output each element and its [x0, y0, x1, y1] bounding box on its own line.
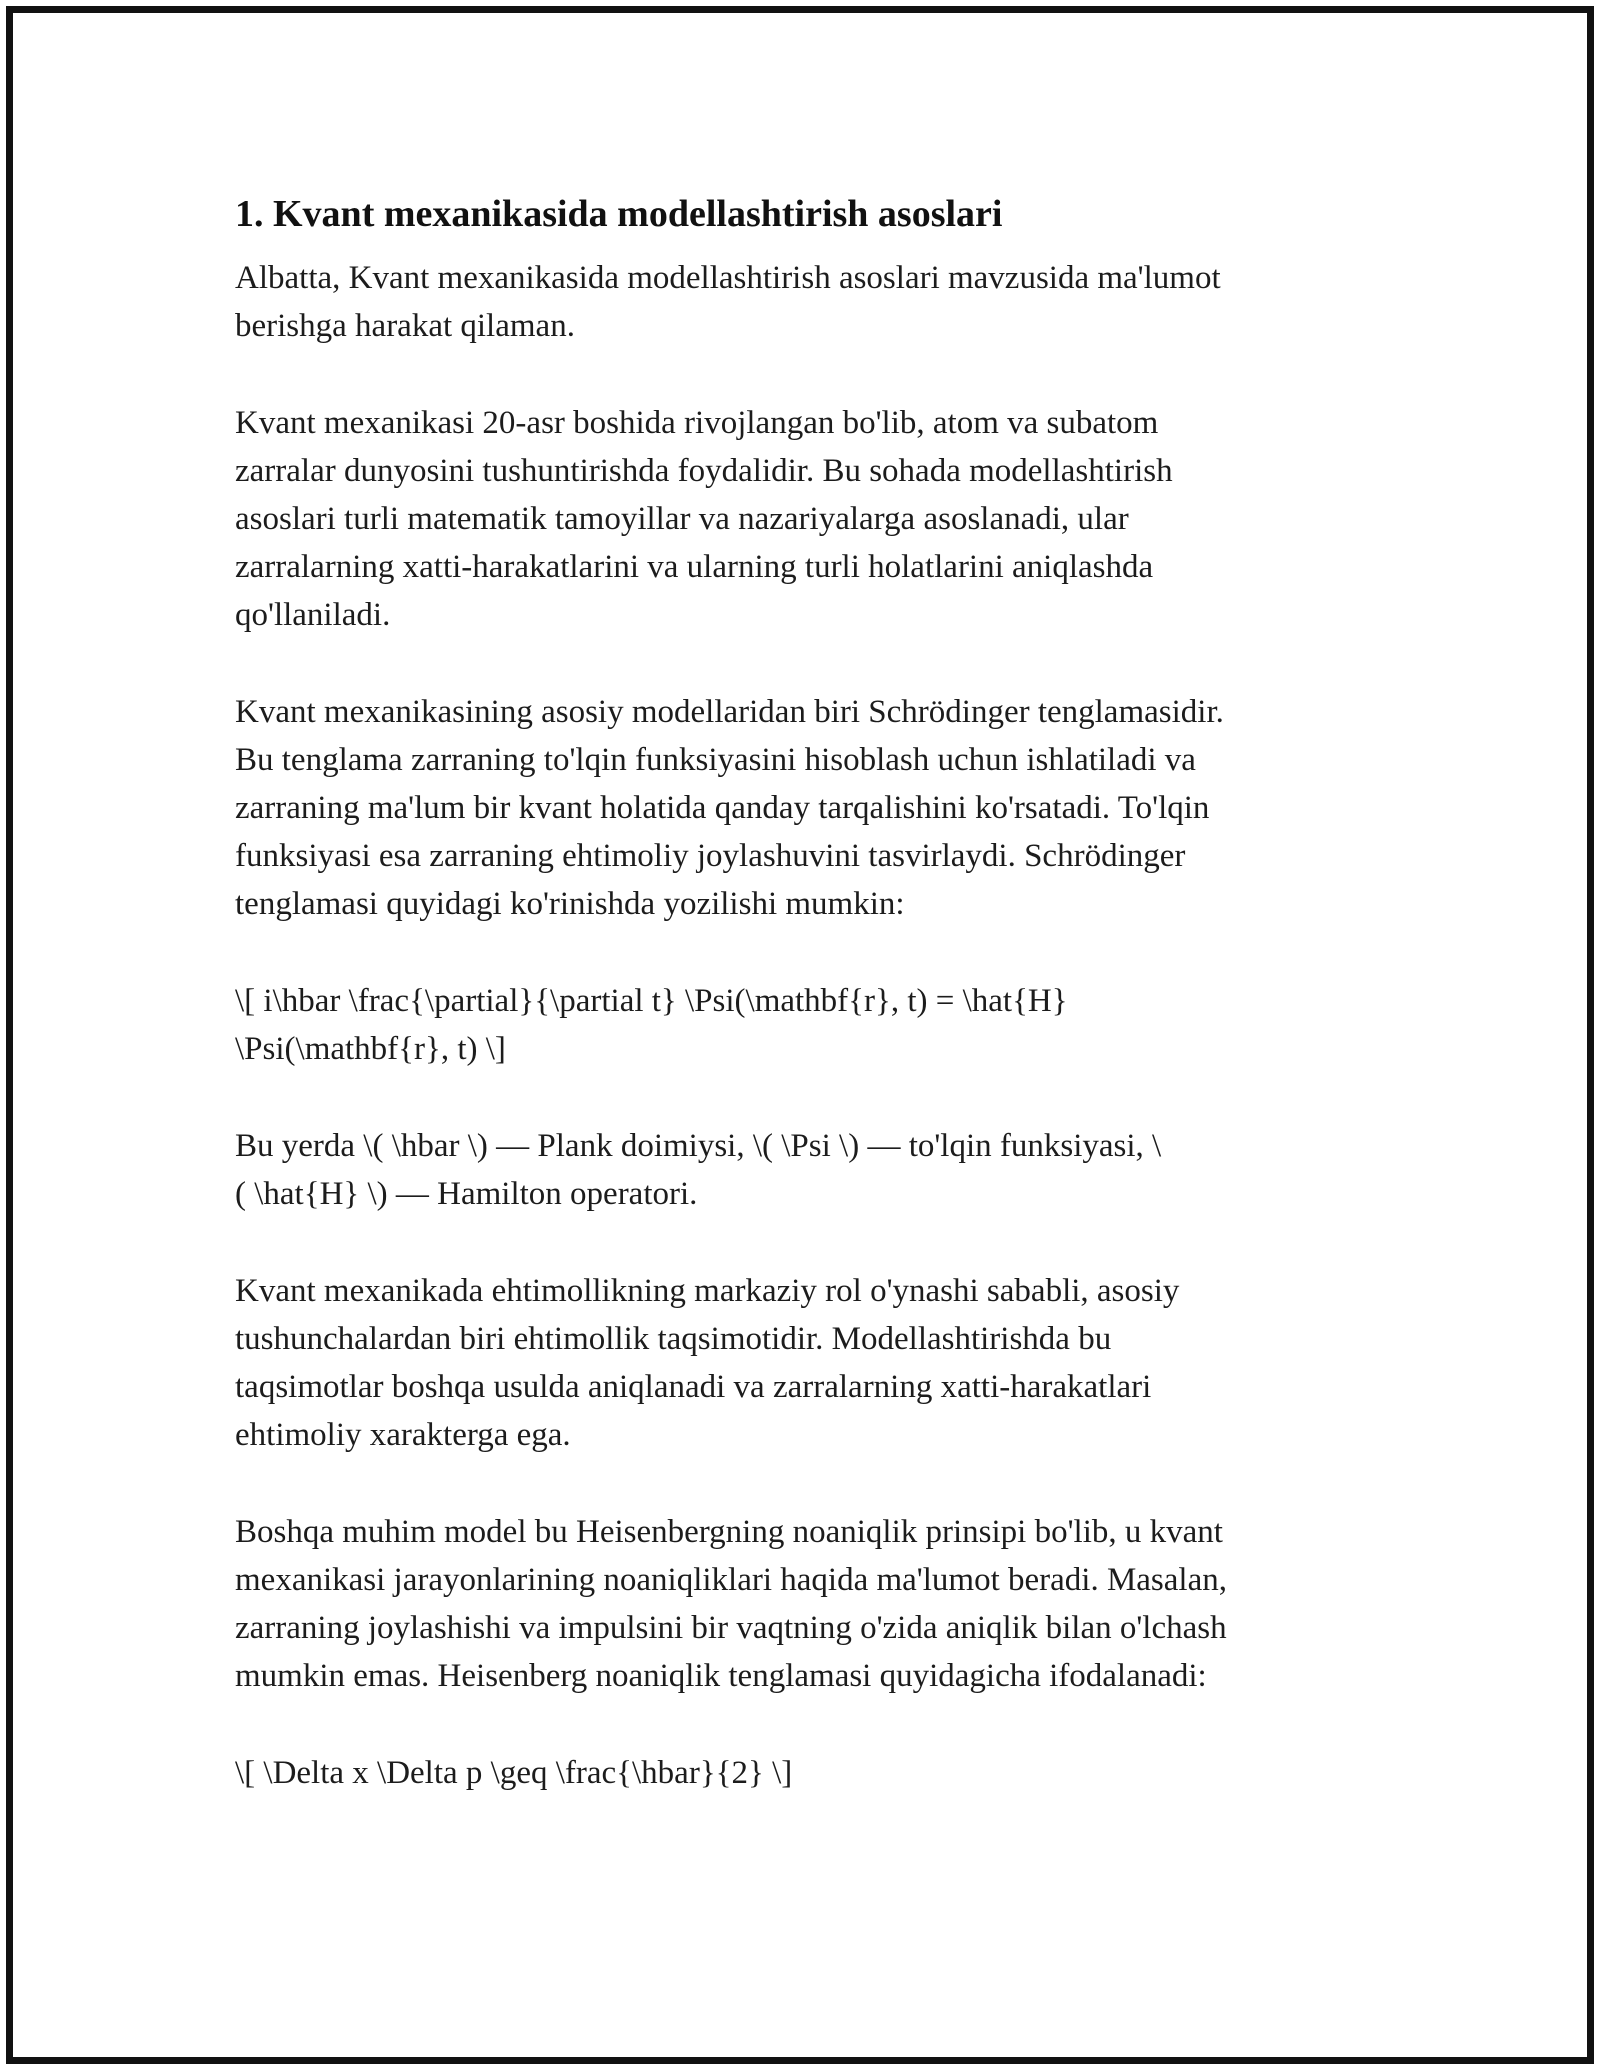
document-body	[235, 188, 1365, 1846]
paragraph-schrodinger: Kvant mexanikasining asosiy modellaridan biri Schrödinger tenglamasidir. Bu tenglama zarraning to'lqin funksiyasini hisoblash uchun ishlatiladi va zarraning ma'lum bir kvant holatida qanday tarqalishini ko'rsatadi. To'lqin funksiyasi esa zarraning ehtimoliy joylashuvini tasvirlaydi. Schrödinger tenglamasi quyidagi ko'rinishda yozilishi mumkin:	[235, 694, 1224, 922]
formula-heisenberg: \[ \Delta x \Delta p \geq \frac{\hbar}{2} \]	[235, 1755, 793, 1791]
formula-schrodinger: \[ i\hbar \frac{\partial}{\partial t} \Psi(\mathbf{r}, t) = \hat{H} \Psi(\mathbf{r}, t) \]	[235, 983, 1068, 1067]
paragraph-quantum-overview: Kvant mexanikasi 20-asr boshida rivojlangan bo'lib, atom va subatom zarralar dunyosini tushuntirishda foydalidir. Bu sohada modellashtirish asoslari turli matematik tamoyillar va nazariyalarga asoslanadi, ular zarralarning xatti-harakatlarini va ularning turli holatlarini aniqlashda qo'llaniladi.	[235, 405, 1173, 633]
section-title: 1. Kvant mexanikasida modellashtirish asoslari	[235, 193, 1003, 235]
paragraph-symbols: Bu yerda \( \hbar \) — Plank doimiysi, \( \Psi \) — to'lqin funksiyasi, \ ( \hat{H} \) — Hamilton operatori.	[235, 1128, 1162, 1212]
paragraph-heisenberg: Boshqa muhim model bu Heisenbergning noaniqlik prinsipi bo'lib, u kvant mexanikasi jarayonlarining noaniqliklari haqida ma'lumot beradi. Masalan, zarraning joylashishi va impulsini bir vaqtning o'zida aniqlik bilan o'lchash mumkin emas. Heisenberg noaniqlik tenglamasi quyidagicha ifodalanadi:	[235, 1514, 1227, 1694]
paragraph-probability: Kvant mexanikada ehtimollikning markaziy rol o'ynashi sababli, asosiy tushunchalardan biri ehtimollik taqsimotidir. Modellashtirishda bu taqsimotlar boshqa usulda aniqlanadi va zarralarning xatti-harakatlari ehtimoliy xarakterga ega.	[235, 1273, 1180, 1453]
intro-paragraph: Albatta, Kvant mexanikasida modellashtirish asoslari mavzusida ma'lumot berishga harakat qilaman.	[235, 260, 1221, 344]
